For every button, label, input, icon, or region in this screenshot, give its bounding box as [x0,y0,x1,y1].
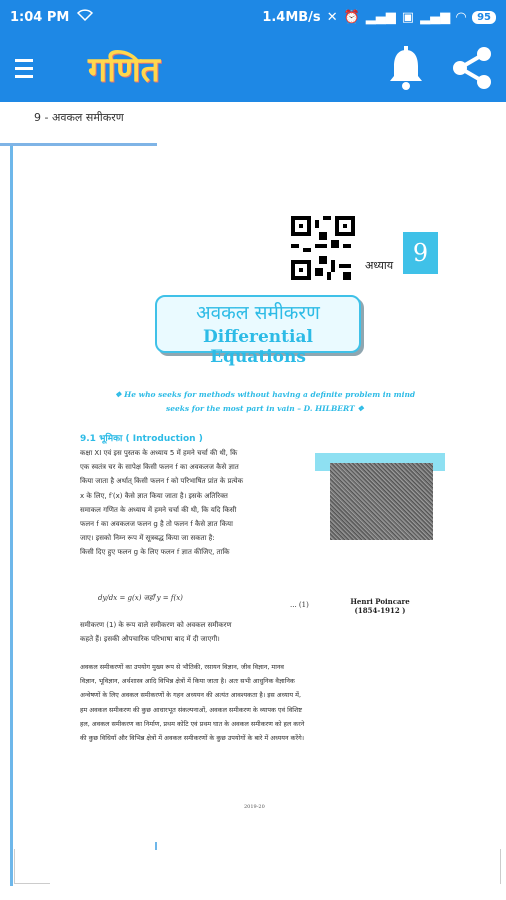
page-right-mark [500,849,501,884]
wifi-icon [77,9,93,25]
photo-caption-years: (1854-1912 ) [354,606,406,615]
signal-icon: ▂▄▆ [365,9,396,25]
mute-icon: ✕ [326,9,338,25]
equation-paragraph [80,618,320,646]
wifi-icon-2: ◠ [456,9,467,25]
chapter-label: अध्याय [365,259,394,272]
text-line: हल, अवकल समीकरण का निर्माण, प्रथम कोटि एवं प्रथम घात के अवकल समीकरण को हल करने [80,719,305,728]
hamburger-menu-icon[interactable] [4,34,44,102]
status-bar [0,0,506,34]
text-line: हम अवकल समीकरण की कुछ आधारभूत संकल्पनाओं, अवकल समीकरण के व्यापक एवं विशिष्ट [80,705,303,714]
text-line: एक स्वतंत्र चर के सापेक्ष किसी फलन f का अवकलज कैसे ज्ञात [80,463,239,472]
quote-line-1: ❖ He who seeks for methods without having a definite problem in mind [114,390,416,399]
section-heading: 9.1 भूमिका ( Introduction ) [80,434,203,444]
status-time: 1:04 PM [10,9,70,25]
equation-number: ... (1) [290,601,309,609]
text-line: x के लिए, f′(x) कैसे ज्ञात किया जाता है। इसके अतिरिक्त [80,491,228,500]
quote-line-2: seeks for the most part in vain – D. HILBERT ❖ [165,404,365,413]
sim-icon: ▣ [401,9,415,25]
qr-code-icon [291,216,355,280]
text-line: कहते हैं। इसकी औपचारिक परिभाषा बाद में दी जाएगी। [80,635,220,644]
page-corner-mark [14,849,50,884]
app-title: गणित [88,50,160,90]
signal-icon-2: ▂▄▆ [420,9,451,25]
status-right [262,10,496,25]
chapter-title-hindi: अवकल समीकरण [196,302,320,324]
text-line: विज्ञान, भूविज्ञान, अर्थशास्त्र आदि विभिन्न क्षेत्रों में किया जाता है। अतः सभी आधुनिक वैज्ञानिक [80,677,295,686]
photo-caption [345,597,415,615]
alarm-icon: ⏰ [343,9,360,25]
network-speed: 1.4MB/s [262,9,321,25]
applications-paragraph [80,660,446,745]
page-left-rule [10,146,13,886]
chapter-quote [95,388,435,416]
intro-paragraph [80,446,312,560]
text-line: अन्वेषणों के लिए अवकल समीकरणों के गहन अध्ययन की अत्यंत आवश्यकता है। इस अध्याय में, [80,691,301,700]
scroll-indicator [155,842,157,850]
text-line: फलन f का अवकलज फलन g है तो फलन f कैसे ज्ञात किया [80,520,233,529]
battery-indicator: 95 [472,11,496,24]
share-icon[interactable] [446,42,498,94]
text-line: किसी दिए हुए फलन g के लिए फलन f ज्ञात कीजिए, ताकि [80,548,230,557]
photo-caption-name: Henri Poincare [350,597,410,606]
equation: dy/dx = g(x) जहाँ y = f(x) [98,594,183,602]
text-line: कक्षा XI एवं इस पुस्तक के अध्याय 5 में हमने चर्चा की थी, कि [80,449,238,457]
portrait-image [330,463,433,540]
chapter-title-english: Differential Equations [203,327,313,367]
chapter-title-box [155,295,361,367]
breadcrumb: 9 - अवकल समीकरण [34,111,124,124]
bell-icon[interactable] [386,44,426,92]
text-line: समीकरण (1) के रूप वाले समीकरण को अवकल समीकरण [80,621,232,629]
text-line: किया जाता है अर्थात् किसी फलन f को परिभाषित प्रांत के प्रत्येक [80,477,243,486]
page-number: 2019-20 [244,804,265,810]
text-line: जाए। इसको निम्न रूप में सूत्रबद्ध किया जा सकता है: [80,534,215,543]
text-line: की कुछ विधियाँ और विभिन्न क्षेत्रों में अवकल समीकरणों के कुछ उपयोगों के बारे में अध्ययन करेंगे। [80,734,305,743]
text-line: समाकल गणित के अध्याय में हमने चर्चा की थी, कि यदि किसी [80,505,237,514]
text-line: अवकल समीकरणों का उपयोग मुख्य रूप से भौतिकी, रसायन विज्ञान, जीव विज्ञान, मानव [80,663,284,671]
chapter-number: 9 [403,232,438,274]
app-bar [0,34,506,102]
